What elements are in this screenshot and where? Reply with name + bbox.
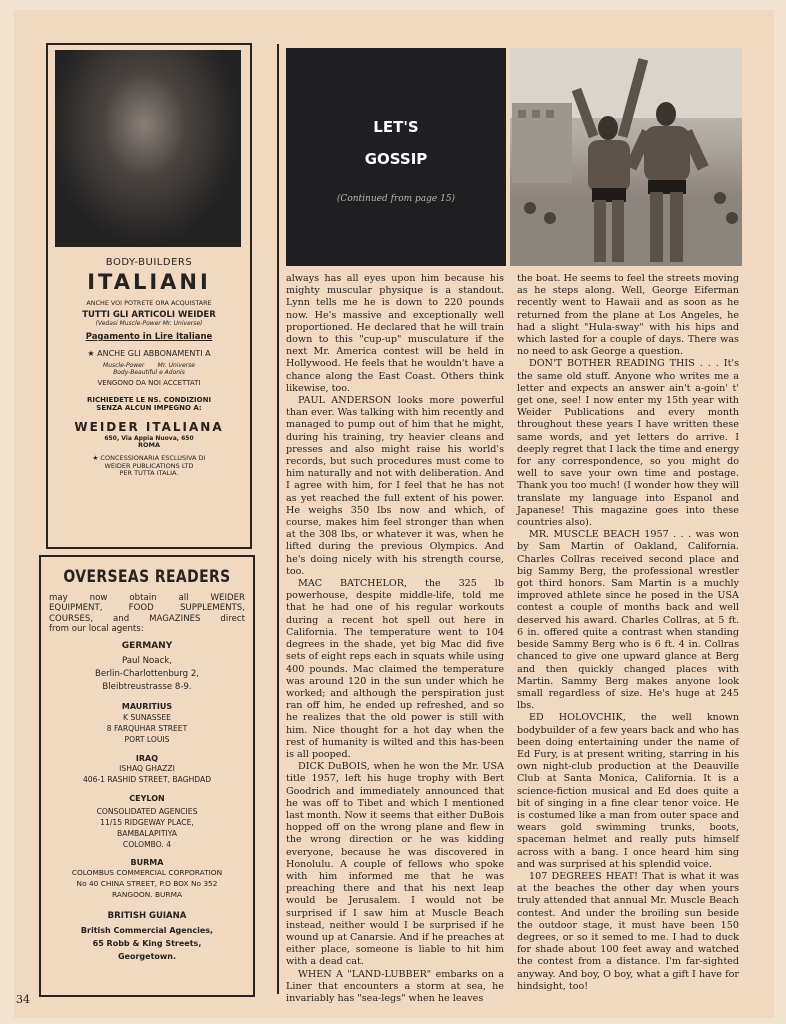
agent-line: ISHAQ GHAZZI	[119, 764, 175, 774]
ad-line: PER TUTTA ITALIA.	[119, 469, 179, 478]
agent-line: RANGOON. BURMA	[111, 890, 183, 900]
agent-line: Berlin-Charlottenburg 2,	[94, 669, 200, 680]
agent-line: K SUNASSEE	[123, 712, 171, 722]
agent-line: PORT LOUIS	[124, 734, 170, 744]
article-paragraph: 107 DEGREES HEAT! That is what it was at the beaches the other day when yours truly attended that annual Mr. Muscle Beach contest. And under the broiling sun beside the outdoor stage, it must have been 150 degrees, or so it semed to me. I had to duck for shade about 100 feet away and watched the contest from a distance. I'm far-sighted anyway. And boy, O boy, what a gift I have for hindsight, too!	[517, 870, 739, 992]
page-number: 34	[16, 993, 30, 1006]
bodybuilder-photo	[55, 50, 241, 247]
photo-illustration	[510, 48, 742, 266]
ad-line: Pagamento in Lire Italiane	[85, 332, 213, 343]
article-column-2	[517, 273, 739, 993]
column-divider	[277, 44, 279, 994]
ad-line: RICHIEDETE LE NS. CONDIZIONI	[86, 395, 212, 404]
article-paragraph: PAUL ANDERSON looks more powerful than ever. Was talking with him recently and managed to pump out of him that he might, during his training, try heavier cleans and presses and also might raise his world's records, but such procedures must come to him naturally and not with deliberation. And I agree with him, for I feel that he has not as yet reached the full extent of his power. He weighs 350 lbs now and which, of course, makes him feel stronger than when at the 308 lbs, or whatever it was, when he lifted during the previous Olympics. And he's doing nicely with his strength course, too.	[286, 395, 504, 577]
ad-line: EQUIPMENT, FOOD SUPPLEMENTS,	[49, 603, 245, 614]
article-paragraph: always has all eyes upon him because his mighty muscular physique is a standout. Lynn tells me he is down to 220 pounds now. He's massive and exceptionally well proportioned. He declared that he will train down to this "cup-up" musculature if the next Mr. America contest will be held in Hollywood. He feels that he wouldn't have a chance along the East Coast. Others think likewise, too.	[286, 273, 504, 394]
ad-company: WEIDER ITALIANA	[74, 420, 224, 435]
agent-line: CONSOLIDATED AGENCIES	[96, 806, 198, 816]
agent-line: 406-1 RASHID STREET, BAGHDAD	[82, 775, 212, 785]
agent-line: 11/15 RIDGEWAY PLACE,	[100, 817, 194, 827]
ad-title: OVERSEAS READERS	[63, 567, 231, 587]
agent-line: Bleibtreustrasse 8-9.	[102, 682, 192, 693]
agent-line: BAMBALAPITIYA	[117, 828, 177, 838]
ad-line: e Adonis	[159, 369, 185, 377]
country-heading: BRITISH GUIANA	[107, 911, 187, 922]
agent-line: COLOMBUS COMMERCIAL CORPORATION	[71, 868, 223, 878]
article-paragraph: DON'T BOTHER READING THIS . . . It's the same old stuff. Anyone who writes me a letter and expects an answer ain't a-goin' t' get one, see! I now enter my 15th year with Weider Publications and every month throughout these years I have written these same words, and yet letters do arrive. I deeply regret that I lack the time and energy for any correspondence, so you might do well to save your own time and postage. Thank you too much! (I wonder how they will translate my language into Espanol and Japanese! This magazine goes into these countries also).	[517, 358, 739, 529]
ad-line: ★ CONCESSIONARIA ESCLUSIVA DI	[92, 453, 206, 462]
ad-line: ROMA	[137, 440, 161, 449]
article-paragraph: MAC BATCHELOR, the 325 lb powerhouse, despite middle-life, told me that he had one of his regular workouts during a recent hot spell out here in California. The temperature went to 104 degrees in the shade, yet big Mac did five sets of eight reps each in squats while using 400 pounds. Mac claimed the temperature was around 120 in the sun under which he worked; and although the perspiration just ran off him, he ended up refreshed, and so he realizes that the old power is still with him. Nice thought for a hot day when the rest of humanity is wilted and this has-been is all pooped.	[286, 578, 504, 760]
ad-line: Mr. Universe	[157, 361, 195, 369]
italiani-advertisement	[46, 43, 252, 549]
ad-line: TUTTI GLI ARTICOLI WEIDER	[82, 309, 216, 320]
article-paragraph: MR. MUSCLE BEACH 1957 . . . was won by Sam Martin of Oakland, California. Charles Collras received second place and big Sammy Berg, the professional wrestler got third honors. Sam Martin is a muchly improved athlete since he posed in the USA contest a couple of months back and well deserved his award. Charles Collras, at 5 ft. 6 in. offered quite a contrast when standing beside Sammy Berg who is 6 ft. 4 in. Collras chanced to give one upward glance at Berg and then quickly changed places with Martin. Sammy Berg makes anyone look small regardless of size. He's huge at 245 lbs.	[517, 529, 739, 712]
overseas-readers-advertisement	[39, 555, 255, 997]
muscle-beach-photo	[510, 48, 742, 266]
agent-line: Georgetown.	[117, 951, 177, 961]
agent-line: 65 Robb & King Streets,	[92, 938, 202, 948]
country-heading: BURMA	[130, 857, 164, 867]
agent-line: 8 FARQUHAR STREET	[106, 723, 188, 733]
country-heading: IRAQ	[135, 753, 159, 763]
article-paragraph: ED HOLOVCHIK, the well known bodybuilder of a few years back and who has been doing entertaining under the name of Ed Fury, is at present writing, starring in his own night-club production at the Deauville Club at Santa Monica, California. It is a science-fiction musical and Ed does quite a bit of singing in a fine clear tenor voice. He is costumed like a man from outer space and wears gold swimming trunks, boots, spaceman helmet and really puts himself across with a bang. I once heard him sing and was surprised at his splendid voice.	[517, 712, 739, 870]
column-header-box	[286, 48, 506, 266]
article-paragraph: the boat. He seems to feel the streets moving as he steps along. Well, George Eiferman recently went to Hawaii and as soon as he returned from the plane at Los Angeles, he had a slight "Hula-sway" with his hips and which lasted for a couple of days. There was no need to ask George a question.	[517, 273, 739, 358]
agent-line: Paul Noack,	[121, 656, 172, 667]
ad-line: (Vedasi Muscle-Power Mr. Universe)	[95, 319, 203, 327]
ad-line: Muscle-Power	[103, 361, 145, 369]
ad-title: ITALIANI	[87, 270, 211, 294]
ad-line: SENZA ALCUN IMPEGNO A:	[96, 404, 202, 412]
article-paragraph: DICK DuBOIS, when he won the Mr. USA title 1957, left his huge trophy with Bert Goodrich and immediately announced that he was off to Tibet and which I mentioned last month. Now it seems that either DuBois hopped off on the wrong plane and flew in the wrong direction or he was kidding everyone, because he was discovered in Honolulu. A couple of fellows who spoke with him informed me that he was preaching there and that his next leap would be Jerusalem. I would not be surprised if I saw him at Muscle Beach instead, neither would I be surprised if he wound up at Canarsie. And if he preaches at either place, someone is liable to hit him with a dead cat.	[286, 761, 504, 968]
agent-line: COLOMBO. 4	[122, 839, 172, 849]
column-title: LET'S	[373, 118, 419, 136]
ad-line: ★ ANCHE GLI ABBONAMENTI A	[87, 349, 211, 359]
ad-line: BODY-BUILDERS	[105, 257, 193, 268]
country-heading: GERMANY	[121, 641, 173, 652]
ad-line: may now obtain all WEIDER	[49, 593, 245, 603]
ad-line: COURSES, and MAGAZINES direct	[49, 613, 245, 624]
article-paragraph: WHEN A "LAND-LUBBER" embarks on a Liner that encounters a storm at sea, he invariably has "sea-legs" when he leaves	[286, 968, 504, 1004]
column-title: GOSSIP	[364, 150, 428, 168]
article-column-1	[286, 273, 504, 1005]
ad-line: 650, Via Appia Nuova, 650	[104, 434, 194, 442]
agent-line: No 40 CHINA STREET, P.O BOX No 352	[76, 879, 218, 889]
ad-line: VENGONO DA NOI ACCETTATI	[97, 379, 201, 388]
ad-line: WEIDER PUBLICATIONS LTD	[104, 461, 194, 470]
country-heading: MAURITIUS	[121, 702, 173, 712]
continued-note: (Continued from page 15)	[336, 194, 456, 204]
ad-line: Body-Beautiful	[113, 369, 158, 377]
ad-line: ANCHE VOI POTRETE ORA ACQUISTARE	[86, 299, 212, 307]
ad-line: from our local agents:	[49, 623, 144, 634]
agent-line: British Commercial Agencies,	[80, 925, 214, 935]
country-heading: CEYLON	[129, 794, 165, 804]
